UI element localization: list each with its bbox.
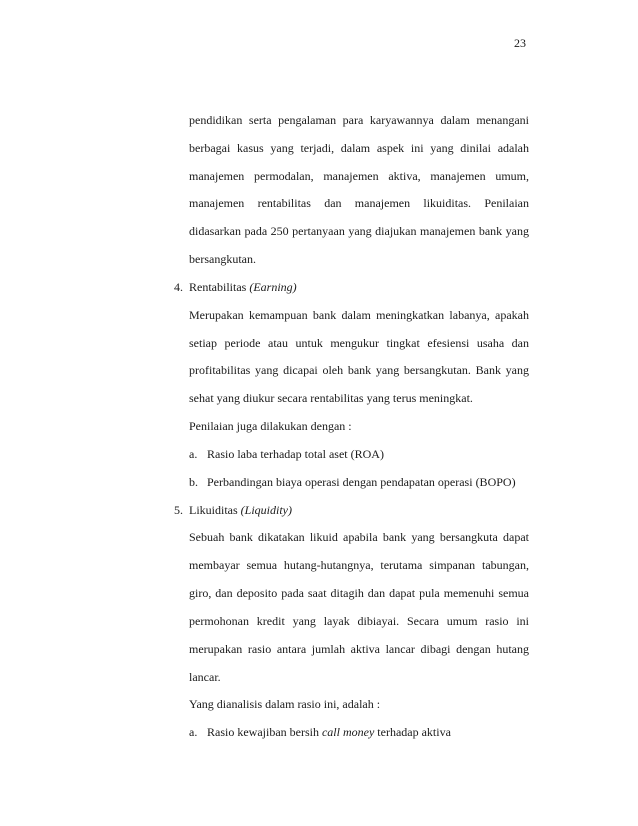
para4-line-5: merupakan rasio antara jumlah aktiva lancar dibagi dengan hutang (189, 642, 529, 656)
para2-line-2: setiap periode atau untuk mengukur tingkat efesiensi usaha dan (189, 336, 529, 350)
heading-title-italic: (Earning) (249, 280, 297, 294)
para4-line-1: Sebuah bank dikatakan likuid apabila bank yang bersangkuta dapat (189, 530, 529, 544)
sub-list-marker: a. (189, 447, 198, 461)
para1-line-6: bersangkutan. (189, 252, 256, 266)
para4-line-3: giro, dan deposito pada saat ditagih dan dapat pula memenuhi semua (189, 586, 529, 600)
sub-list-marker: b. (189, 475, 198, 489)
para2-line-1: Merupakan kemampuan bank dalam meningkatkan labanya, apakah (189, 308, 529, 322)
sub-list-text-italic: call money (321, 725, 375, 739)
para1-line-3: manajemen permodalan, manajemen aktiva, manajemen umum, (189, 169, 529, 183)
para2-line-3: profitabilitas yang dicapai oleh bank yang bersangkutan. Bank yang (189, 363, 529, 377)
list-item-number: 4. (174, 280, 183, 294)
list-item-4-heading (174, 280, 297, 294)
para5: Yang dianalisis dalam rasio ini, adalah : (189, 697, 381, 711)
para1-line-5: didasarkan pada 250 pertanyaan yang diajukan manajemen bank yang (189, 224, 529, 238)
para4-line-4: permohonan kredit yang layak dibiayai. Secara umum rasio ini (189, 614, 529, 628)
heading-title: Likuiditas (189, 503, 238, 517)
sub-list-item (189, 447, 384, 461)
list-item-5-heading (174, 503, 292, 517)
sub-list-text: Perbandingan biaya operasi dengan pendapatan operasi (BOPO) (207, 475, 516, 489)
para3: Penilaian juga dilakukan dengan : (189, 419, 352, 433)
list-item-number: 5. (174, 503, 183, 517)
para2-line-4: sehat yang diukur secara rentabilitas yang terus meningkat. (189, 391, 473, 405)
heading-title: Rentabilitas (189, 280, 247, 294)
para1-line-1: pendidikan serta pengalaman para karyawannya dalam menangani (189, 113, 529, 127)
sub-list-text: Rasio laba terhadap total aset (ROA) (207, 447, 384, 461)
page-number: 23 (514, 36, 526, 50)
sub-list-text-after: terhadap aktiva (377, 725, 451, 739)
para4-line-2: membayar semua hutang-hutangnya, terutama simpanan tabungan, (189, 558, 529, 572)
para4-line-6: lancar. (189, 670, 221, 684)
sub-list-marker: a. (189, 725, 198, 739)
sub-list-text: Rasio kewajiban bersih (207, 725, 319, 739)
para1-line-2: berbagai kasus yang terjadi, dalam aspek ini yang dinilai adalah (189, 141, 529, 155)
heading-title-italic: (Liquidity) (240, 503, 292, 517)
sub-list-item (189, 725, 451, 739)
para1-line-4: manajemen rentabilitas dan manajemen likuiditas. Penilaian (189, 196, 529, 210)
sub-list-item (189, 475, 516, 489)
